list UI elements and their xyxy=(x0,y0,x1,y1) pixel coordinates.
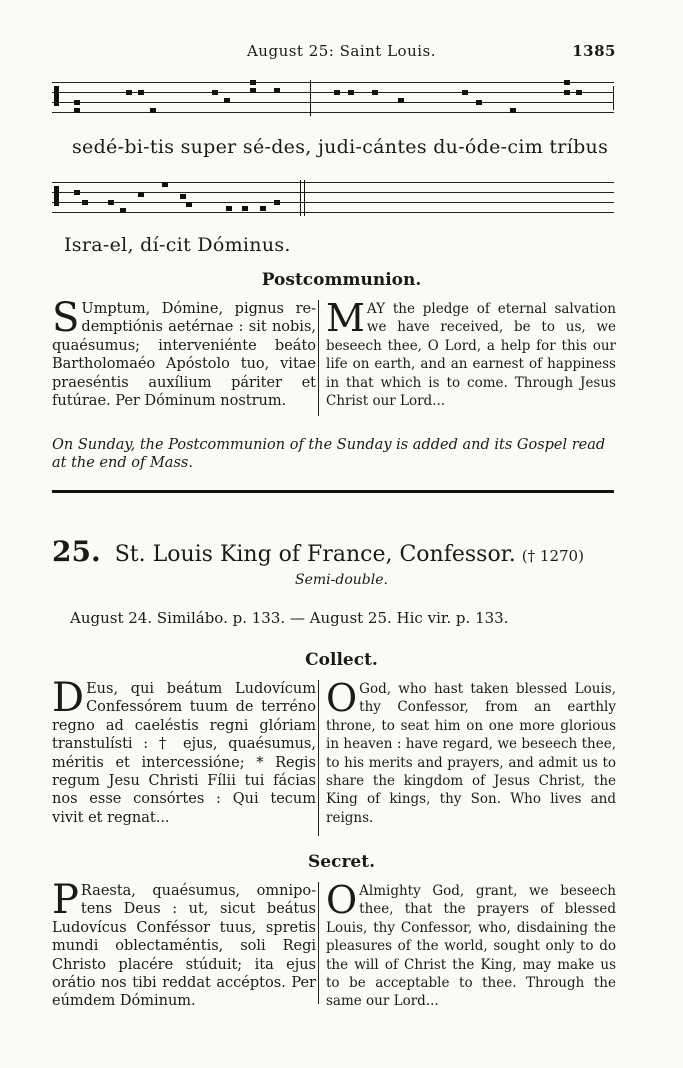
column-divider xyxy=(318,882,319,1004)
drop-cap: M xyxy=(326,296,365,340)
chant-lyrics-2: Isra-el, dí-cit Dóminus. xyxy=(64,234,291,256)
collect-english xyxy=(326,676,616,827)
latin-text: Raesta, quaésumus, omnipo-tens Deus : ut, sicut beátus Ludovícus Conféssor tuus, spretis mundi oblectaméntis, soli Regi Christo placére stúduit; ita ejus orátio nos tibi reddat accéptos. Per eúmdem Dóminum. xyxy=(52,883,316,1010)
feast-number: 25. xyxy=(52,535,101,568)
page-number: 1385 xyxy=(572,42,616,60)
feast-name: St. Louis King of France, Confessor. xyxy=(114,542,516,567)
postcommunion-heading: Postcommunion. xyxy=(261,270,422,290)
postcommunion-english xyxy=(326,296,616,410)
collect-latin xyxy=(52,675,316,827)
feast-rank: Semi-double. xyxy=(295,572,388,588)
collect-heading: Collect. xyxy=(305,650,378,670)
feast-references: August 24. Similábo. p. 133. — August 25. Hic vir. p. 133. xyxy=(70,609,509,627)
chant-lyrics-1: sedé-bi-tis super sé-des, judi-cántes du-óde-cim tríbus xyxy=(72,136,609,158)
english-text: Almighty God, grant, we beseech thee, that the prayers of blessed Louis, thy Confessor, who, disdaining the pleasures of the world, sought only to do the will of Christ the King, may make us to be acceptable to thee. Through the same our Lord... xyxy=(326,883,616,1010)
column-divider xyxy=(318,680,319,836)
running-header: August 25: Saint Louis. xyxy=(246,42,437,60)
secret-latin xyxy=(52,877,316,1011)
rubric: On Sunday, the Postcommunion of the Sunday is added and its Gospel read at the end of Mass. xyxy=(52,437,606,472)
drop-cap: S xyxy=(52,295,80,341)
drop-cap: O xyxy=(326,878,358,922)
english-text: God, who hast taken blessed Louis, thy Confessor, from an earthly throne, to seat him on one more glorious in heaven : have regard, we beseech thee, to his merits and prayers, and admit us to share the kingdom of Jesus Christ, the King of kings, thy Son. Who lives and reigns. xyxy=(326,681,616,826)
secret-english xyxy=(326,878,616,1011)
feast-title xyxy=(52,535,584,568)
feast-date: († 1270) xyxy=(521,547,584,565)
column-divider xyxy=(318,300,319,416)
section-rule xyxy=(52,490,614,493)
drop-cap: O xyxy=(326,676,358,720)
english-text: AY the pledge of eternal salvation we have received, be to us, we beseech thee, O Lord, a help for this our life on earth, and an earnest of happiness in that which is to come. Through Jesus Christ our Lord... xyxy=(326,301,616,410)
latin-text: Eus, qui beátum Ludovícum Confessórem tuum de terréno regno ad caeléstis regni glóriam transtulísti : † ejus, quaésumus, méritis et intercessióne; * Regis regum Jesu Christi Fílii tui fácias nos esse consórtes : Qui tecum vivit et regnat... xyxy=(52,681,316,826)
drop-cap: D xyxy=(52,675,85,721)
chant-staff-2 xyxy=(52,180,614,224)
drop-cap: P xyxy=(52,877,79,923)
latin-text: Umptum, Dómine, pignus re-demptiónis aetérnae : sit nobis, quaésumus; interveniénte beáto Bartholomaéo Apóstolo tuo, vitae praeséntis auxílium páriter et futúrae. Per Dóminum nostrum. xyxy=(52,301,316,410)
chant-staff-1 xyxy=(52,80,614,124)
postcommunion-latin xyxy=(52,295,316,410)
secret-heading: Secret. xyxy=(308,852,375,872)
